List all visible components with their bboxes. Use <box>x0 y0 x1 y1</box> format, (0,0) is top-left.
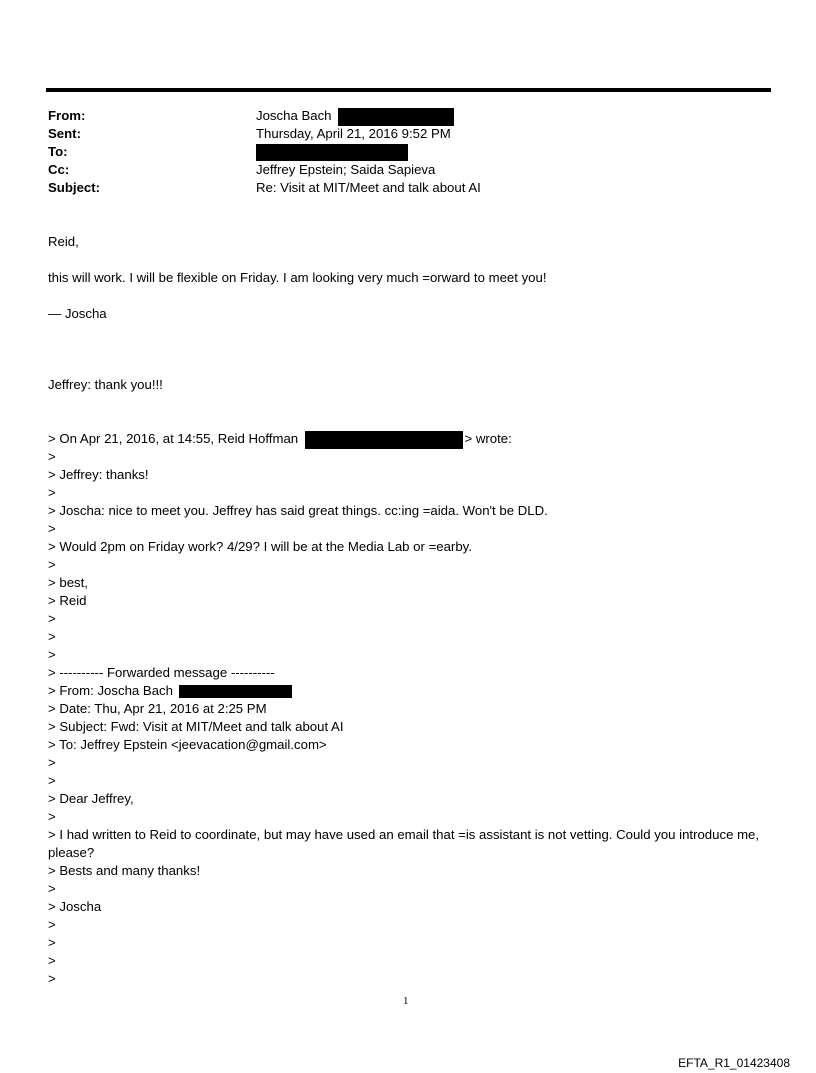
quote-line: > <box>48 881 56 896</box>
forwarded-to: > To: Jeffrey Epstein <jeevacation@gmail.com> <box>48 737 327 752</box>
quote-line: > <box>48 971 56 986</box>
forwarded-date: > Date: Thu, Apr 21, 2016 at 2:25 PM <box>48 701 267 716</box>
quote-line: > <box>48 557 56 572</box>
sent-label: Sent: <box>48 126 81 141</box>
redaction-block <box>256 144 408 161</box>
body-text: this will work. I will be flexible on Friday. I am looking very much =orward to meet you! <box>48 270 547 285</box>
to-value <box>256 143 408 161</box>
quote-line: > Dear Jeffrey, <box>48 791 134 806</box>
quote-line: > <box>48 953 56 968</box>
cc-label: Cc: <box>48 162 70 177</box>
from-label: From: <box>48 108 86 123</box>
quote-line: > <box>48 917 56 932</box>
forwarded-from-text: > From: Joscha Bach <box>48 683 173 698</box>
redaction-block <box>305 431 463 449</box>
subject-label: Subject: <box>48 180 101 195</box>
quote-line: > Bests and many thanks! <box>48 863 201 878</box>
quote-line: > <box>48 521 56 536</box>
quote-line: > best, <box>48 575 88 590</box>
quote-line: > <box>48 629 56 644</box>
quote-line: > Would 2pm on Friday work? 4/29? I will be at the Media Lab or =earby. <box>48 539 472 554</box>
quote-line: > <box>48 809 56 824</box>
sent-value: Thursday, April 21, 2016 9:52 PM <box>256 126 451 141</box>
quote-intro <box>48 430 512 449</box>
quote-line: > Jeffrey: thanks! <box>48 467 149 482</box>
quote-line: > <box>48 935 56 950</box>
document-id: EFTA_R1_01423408 <box>678 1056 790 1070</box>
subject-value: Re: Visit at MIT/Meet and talk about AI <box>256 180 481 195</box>
cc-value: Jeffrey Epstein; Saida Sapieva <box>256 162 436 177</box>
quote-paragraph: > I had written to Reid to coordinate, but may have used an email that =is assistant is not vetting. Could you introduce me, please? <box>48 827 760 860</box>
redaction-block <box>338 108 454 126</box>
greeting: Reid, <box>48 234 79 249</box>
signature: — Joscha <box>48 306 107 321</box>
quote-intro-end: > wrote: <box>464 431 512 446</box>
quote-intro-text: > On Apr 21, 2016, at 14:55, Reid Hoffman <box>48 431 299 446</box>
to-label: To: <box>48 144 68 159</box>
quote-line: > <box>48 755 56 770</box>
thanks-line: Jeffrey: thank you!!! <box>48 377 163 392</box>
from-name: Joscha Bach <box>256 108 332 123</box>
redaction-block <box>179 685 292 698</box>
quote-line: > Reid <box>48 593 87 608</box>
quote-line: > <box>48 647 56 662</box>
quote-line: > Joscha: nice to meet you. Jeffrey has said great things. cc:ing =aida. Won't be DLD. <box>48 503 548 518</box>
quote-line: > <box>48 485 56 500</box>
quote-line: > <box>48 773 56 788</box>
forwarded-from <box>48 682 292 700</box>
quote-line: > Joscha <box>48 899 102 914</box>
quote-line: > <box>48 449 56 464</box>
quote-line: > <box>48 611 56 626</box>
forwarded-header: > ---------- Forwarded message ---------- <box>48 665 275 680</box>
from-value <box>256 107 454 126</box>
page-number: 1 <box>403 995 409 1007</box>
header-rule <box>46 88 771 92</box>
forwarded-subject: > Subject: Fwd: Visit at MIT/Meet and talk about AI <box>48 719 344 734</box>
